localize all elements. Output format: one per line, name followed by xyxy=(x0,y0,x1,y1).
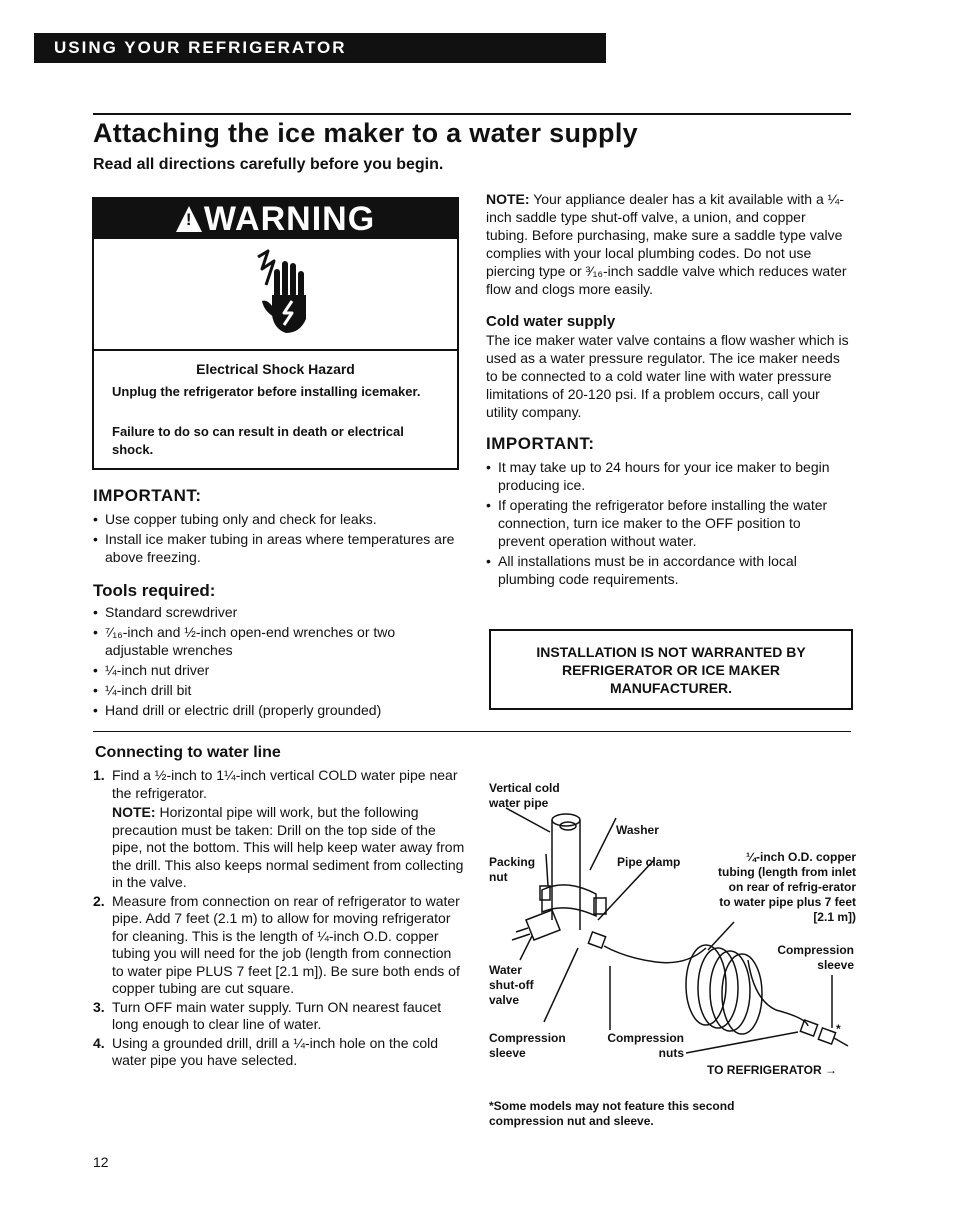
compression-nut-left xyxy=(588,932,605,948)
leader-shutoff xyxy=(520,936,532,960)
warning-line-2: Failure to do so can result in death or electrical shock. xyxy=(112,424,404,457)
installation-notice-text: INSTALLATION IS NOT WARRANTED BY REFRIGERATOR OR ICE MAKER MANUFACTURER. xyxy=(536,643,806,696)
tools-heading: Tools required: xyxy=(93,581,216,600)
top-rule xyxy=(93,113,851,115)
step-item xyxy=(93,1035,465,1070)
label-packing-nut: Packing nut xyxy=(489,855,536,884)
step-item xyxy=(93,767,465,892)
step-item xyxy=(93,893,465,998)
list-item: • If operating the refrigerator before installing the water connection, turn ice maker to the OFF position to prevent operation without water. xyxy=(486,496,851,550)
list-item: • ⁷⁄₁₆-inch and ½-inch open-end wrenches or two adjustable wrenches xyxy=(93,623,413,659)
electrical-shock-hand-icon xyxy=(254,249,312,339)
step-number: 4. xyxy=(93,1034,105,1051)
note-label: NOTE: xyxy=(486,191,530,207)
warning-header xyxy=(94,199,457,239)
cold-water-heading: Cold water supply xyxy=(486,313,616,330)
leader-compression-sleeve-left xyxy=(544,948,578,1022)
pipe-outline xyxy=(552,820,580,930)
label-compression-sleeve-right: Compression sleeve xyxy=(777,943,854,972)
leader-compression-nut-right xyxy=(686,1032,798,1053)
label-vertical-pipe: Vertical cold water pipe xyxy=(489,781,560,810)
page-title: Attaching the ice maker to a water supply xyxy=(93,118,638,148)
label-compression-sleeve-left: Compression sleeve xyxy=(489,1031,566,1060)
step-text: Measure from connection on rear of refrigerator to water pipe. Add 7 feet (2.1 m) to allow for moving refrigerator for cleaning. This is the length of ¼-inch O.D. copper tubing you will need for the job (length from connection to water pipe PLUS 7 feet [2.1 m]). Be sure both ends of copper tubing are cut square. xyxy=(112,892,460,996)
installation-notice-box xyxy=(489,629,853,710)
shutoff-valve-body xyxy=(526,910,560,940)
list-item: • ¼-inch nut driver xyxy=(93,661,413,679)
label-compression-nuts: Compression nuts xyxy=(607,1031,684,1060)
second-compression-nut xyxy=(818,1028,835,1044)
warning-triangle-icon xyxy=(176,206,202,232)
list-item: • Use copper tubing only and check for leaks. xyxy=(93,510,463,528)
note-paragraph xyxy=(486,190,851,298)
step-text: Turn OFF main water supply. Turn ON nearest faucet long enough to clear line of water. xyxy=(112,998,442,1032)
connecting-steps xyxy=(93,767,465,1071)
step1-note-label: NOTE: xyxy=(112,804,156,820)
warning-hazard-title: Electrical Shock Hazard xyxy=(196,361,355,377)
warning-divider xyxy=(94,349,457,351)
important-left-list xyxy=(93,510,463,568)
warning-box xyxy=(92,197,459,470)
list-item: • Install ice maker tubing in areas where temperatures are above freezing. xyxy=(93,530,463,566)
step-item xyxy=(93,999,465,1034)
step-number: 2. xyxy=(93,892,105,909)
leader-washer xyxy=(590,818,616,870)
step-number: 1. xyxy=(93,767,105,783)
label-copper-tubing: ¼-inch O.D. copper tubing (length from inlet on rear of refrig-erator to water pipe plus 7 feet [2.1 m]) xyxy=(718,850,856,924)
warning-label: WARNING xyxy=(203,200,376,238)
step-number: 3. xyxy=(93,998,105,1015)
step1-note-text: Horizontal pipe will work, but the following precaution must be taken: Drill on the top side of the pipe, not the bottom. This will help keep water away from the drill. This also keeps normal sediment from collecting in the valve. xyxy=(112,804,465,890)
warning-line-1: Unplug the refrigerator before installing icemaker. xyxy=(112,384,421,399)
step-text: Find a ½-inch to 1¼-inch vertical COLD water pipe near the refrigerator. xyxy=(112,767,458,801)
list-item: • Standard screwdriver xyxy=(93,603,413,621)
note-text: Your appliance dealer has a kit available with a ¼-inch saddle type shut-off valve, a union, and copper tubing. Before purchasing, make sure a saddle type valve complies with your local plumbing codes. Do not use piercing type or ³⁄₁₆-inch saddle valve which reduces water flow and clogs more easily. xyxy=(486,191,847,297)
compression-nut-right xyxy=(800,1020,817,1036)
step1-note xyxy=(112,804,465,892)
list-item: • ¼-inch drill bit xyxy=(93,681,413,699)
important-right-list xyxy=(486,458,851,590)
list-item: • All installations must be in accordance with local plumbing code requirements. xyxy=(486,552,851,588)
page-number: 12 xyxy=(93,1154,109,1170)
label-washer: Washer xyxy=(616,823,659,837)
valve-handle xyxy=(512,928,530,940)
step-text: Using a grounded drill, drill a ¼-inch hole on the cold water pipe you have selected. xyxy=(112,1034,439,1068)
label-pipe-clamp: Pipe clamp xyxy=(617,855,681,869)
leader-tubing xyxy=(708,922,734,950)
section-header: USING YOUR REFRIGERATOR xyxy=(34,33,606,63)
important-left-heading: IMPORTANT: xyxy=(93,486,202,505)
leader-vertical-pipe xyxy=(506,808,550,832)
cold-water-text: The ice maker water valve contains a flow washer which is used as a water pressure regulator. The ice maker needs to be connected to a cold water line with water pressure limitations of 20-120 psi. If a problem occurs, call your utility company. xyxy=(486,332,849,420)
refrigerator-inlet xyxy=(834,1038,848,1046)
label-asterisk: * xyxy=(836,1022,841,1036)
page-subtitle: Read all directions carefully before you begin. xyxy=(93,156,444,173)
list-item: • Hand drill or electric drill (properly grounded) xyxy=(93,701,413,719)
tools-list xyxy=(93,603,413,721)
middle-rule xyxy=(93,731,851,732)
label-to-refrigerator: TO REFRIGERATOR → xyxy=(707,1063,838,1077)
list-item: • It may take up to 24 hours for your ice maker to begin producing ice. xyxy=(486,458,851,494)
footnote: *Some models may not feature this second compression nut and sleeve. xyxy=(489,1099,735,1128)
label-shutoff-valve: Water shut-off valve xyxy=(489,963,534,1007)
important-right-heading: IMPORTANT: xyxy=(486,434,595,453)
connecting-heading: Connecting to water line xyxy=(95,744,281,761)
